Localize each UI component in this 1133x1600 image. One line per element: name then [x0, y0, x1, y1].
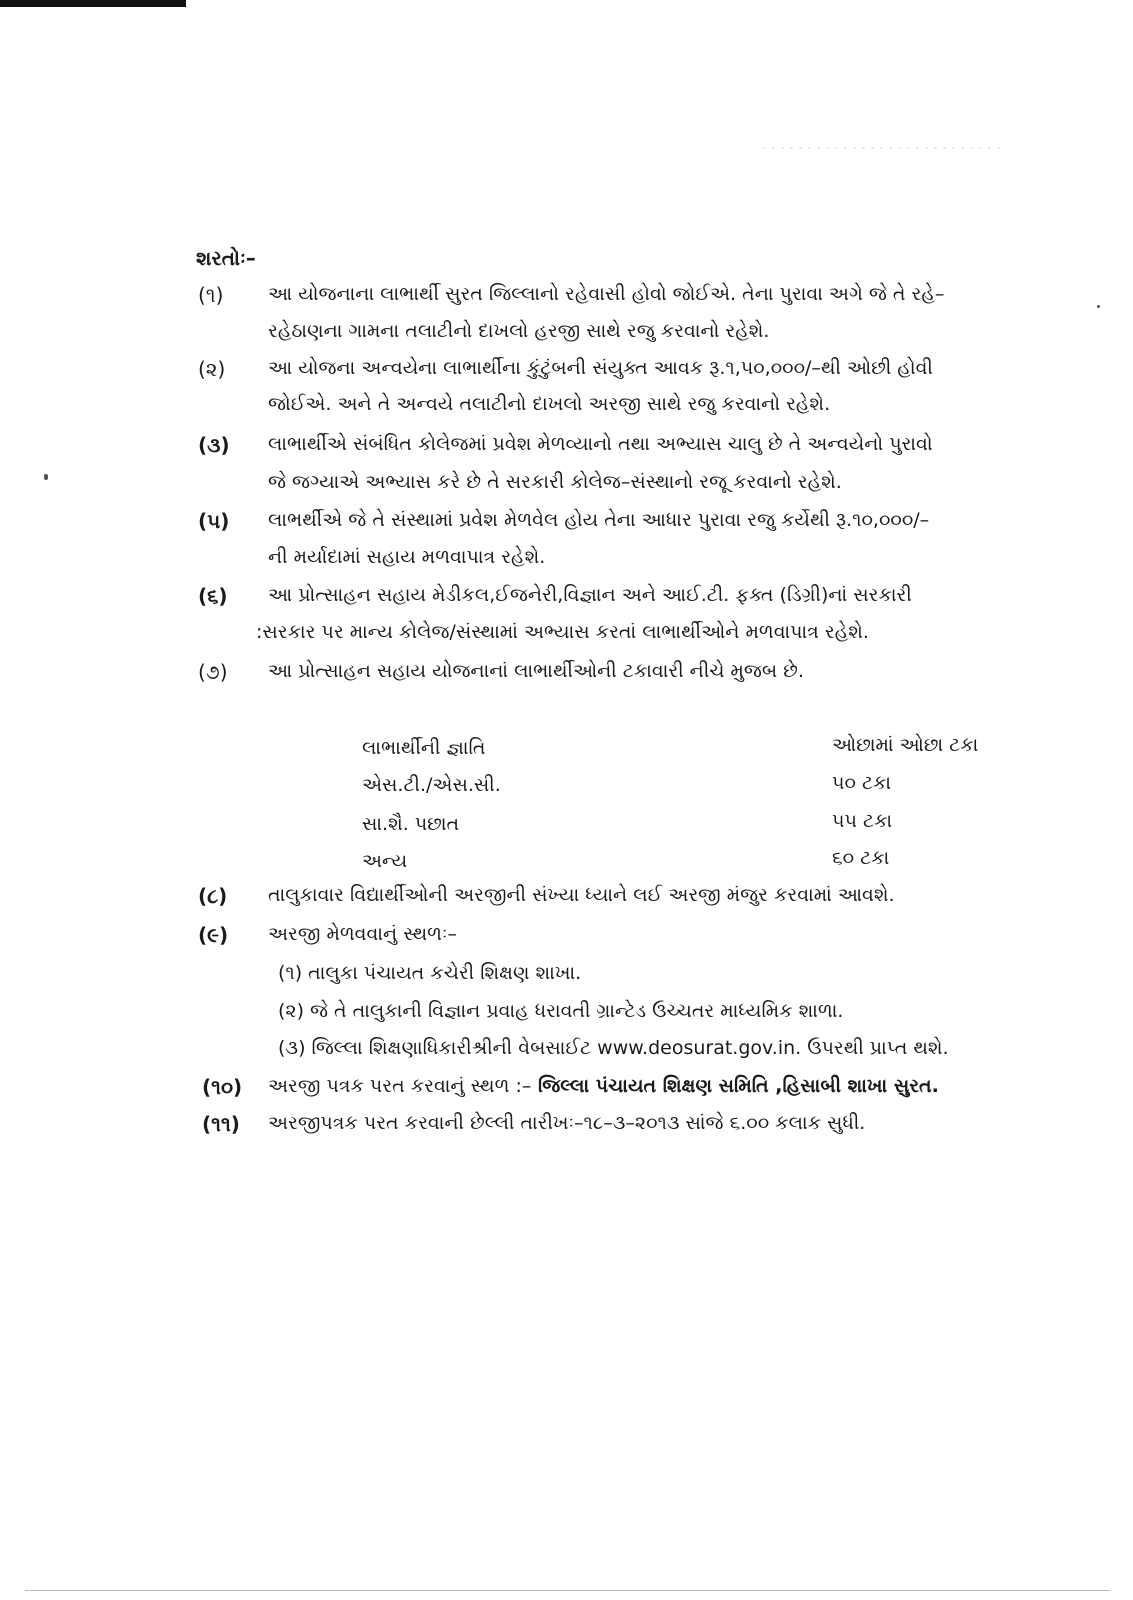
table-cell-caste: સા.શૈ. પછાત [362, 813, 460, 835]
item-text-line: ની મર્યાદામાં સહાય મળવાપાત્ર રહેશે. [268, 546, 546, 568]
table-cell-percent: ૬૦ ટકા [832, 847, 890, 869]
item-text-line: અરજીપત્રક પરત કરવાની છેલ્લી તારીખઃ–૧૮–૩–૨૦૧૩ સાંજે ૬.૦૦ કલાક સુધી. [268, 1112, 866, 1134]
item-number: (૮) [198, 884, 228, 908]
item-text-line: તાલુકાવાર વિદ્યાર્થીઓની અરજીની સંખ્યા ધ્યાને લઈ અરજી મંજુર કરવામાં આવશે. [268, 884, 895, 906]
item-number: (૯) [198, 923, 229, 947]
table-header-caste: લાભાર્થીની જ્ઞાતિ [362, 737, 486, 759]
item-number: (૨) [198, 357, 226, 381]
sub-item-text: (૩) જિલ્લા શિક્ષણાધિકારીશ્રીની વેબસાઈટ www.deosurat.gov.in. ઉપરથી પ્રાપ્ત થશે. [278, 1037, 949, 1059]
item-number: (૭) [198, 660, 228, 684]
item-text-line: આ યોજનાના લાભાર્થી સુરત જિલ્લાનો રહેવાસી હોવો જોઈએ. તેના પુરાવા અગે જે તે રહે– [268, 283, 945, 305]
item-number: (૧) [198, 283, 224, 307]
item-text-line: લાભાર્થીએ સંબંધિત કોલેજમાં પ્રવેશ મેળવ્યાનો તથા અભ્યાસ ચાલુ છે તે અન્વયેનો પુરાવો [268, 433, 933, 455]
item-text-line [268, 1075, 939, 1097]
item-number: (૬) [198, 584, 228, 608]
item-text-line: આ પ્રોત્સાહન સહાય યોજનાનાં લાભાર્થીઓની ટકાવારી નીચે મુજબ છે. [268, 660, 804, 682]
table-header-percent: ઓછામાં ઓછા ટકા [832, 734, 979, 756]
item-text-line: :સરકાર પર માન્ય કોલેજ/સંસ્થામાં અભ્યાસ કરતાં લાભાર્થીઓને મળવાપાત્ર રહેશે. [256, 621, 869, 643]
table-cell-caste: એસ.ટી./એસ.સી. [362, 774, 501, 796]
scan-bottom-edge [25, 1590, 1110, 1591]
scan-speck [44, 474, 48, 480]
table-cell-caste: અન્ય [362, 850, 408, 872]
table-cell-percent: ૫૦ ટકા [832, 772, 892, 794]
item-text-line: રહેઠાણના ગામના તલાટીનો દાખલો હરજી સાથે રજુ કરવાનો રહેશે. [268, 320, 770, 342]
conditions-heading: શરતોઃ– [196, 246, 256, 270]
item-text-line: જોઈએ. અને તે અન્વયે તલાટીનો દાખલો અરજી સાથે રજુ કરવાનો રહેશે. [268, 393, 831, 415]
item-bold-text: જિલ્લા પંચાયત શિક્ષણ સમિતિ ,હિસાબી શાખા સુરત. [531, 1075, 939, 1097]
item-text-line: લાભર્થીએ જે તે સંસ્થામાં પ્રવેશ મેળવેલ હોય તેના આધાર પુરાવા રજુ કર્યેથી રૂ.૧૦,૦૦૦/– [268, 509, 930, 531]
scan-noise [760, 145, 1000, 153]
scan-edge-mark [0, 0, 186, 7]
item-text-line: આ યોજના અન્વયેના લાભાર્થીના કુંટુંબની સંયુક્ત આવક રૂ.૧,૫૦,૦૦૦/–થી ઓછી હોવી [268, 357, 933, 379]
sub-item-text: (૧) તાલુકા પંચાયત કચેરી શિક્ષણ શાખા. [278, 962, 582, 984]
item-number: (૫) [198, 509, 230, 533]
item-text: અરજી પત્રક પરત કરવાનું સ્થળ :– [268, 1075, 532, 1097]
item-text-line: જે જગ્યાએ અભ્યાસ કરે છે તે સરકારી કોલેજ–સંસ્થાનો રજૂ કરવાનો રહેશે. [268, 471, 842, 493]
sub-item-text: (૨) જે તે તાલુકાની વિજ્ઞાન પ્રવાહ ધરાવતી ગ્રાન્ટેડ ઉચ્ચતર માધ્યમિક શાળા. [278, 1000, 844, 1022]
item-number: (૩) [198, 433, 230, 457]
table-cell-percent: ૫૫ ટકા [832, 810, 893, 832]
item-number: (૧૧) [202, 1112, 240, 1136]
item-text-line: અરજી મેળવવાનું સ્થળઃ– [268, 923, 457, 945]
item-text-line: આ પ્રોત્સાહન સહાય મેડીકલ,ઈજનેરી,વિજ્ઞાન અને આઈ.ટી. ફક્ત (ડિગ્રી)નાં સરકારી [268, 584, 912, 606]
item-number: (૧૦) [202, 1075, 243, 1099]
scan-speck [1097, 305, 1100, 308]
